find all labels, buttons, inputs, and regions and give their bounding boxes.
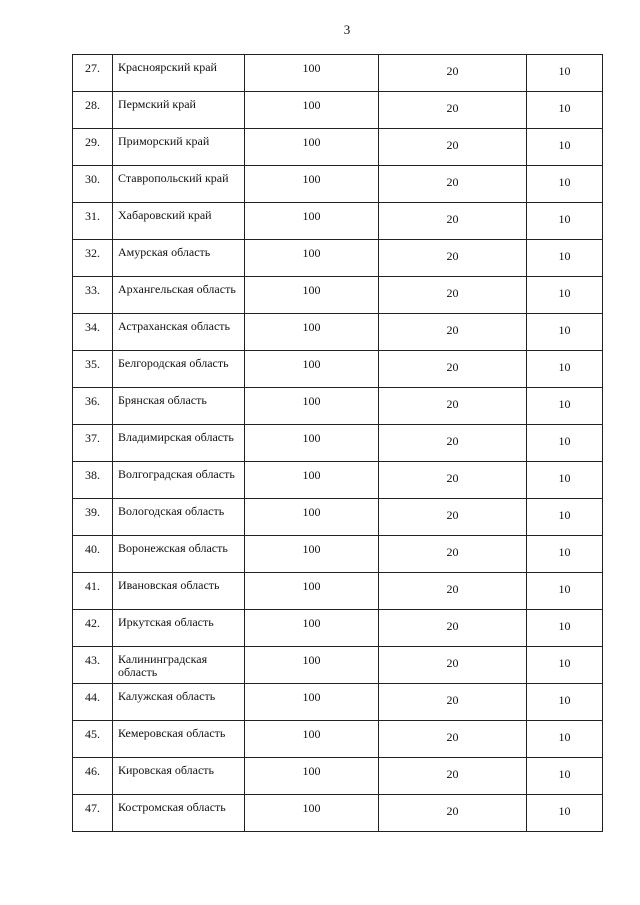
table-row (73, 795, 603, 832)
value-cell-1: 100 (245, 647, 379, 684)
value-cell-1: 100 (245, 758, 379, 795)
table-row (73, 240, 603, 277)
table-row (73, 203, 603, 240)
row-number-cell: 31. (73, 203, 113, 240)
value-cell-3: 10 (527, 721, 603, 758)
row-number-cell: 28. (73, 92, 113, 129)
table-row (73, 425, 603, 462)
regions-table (72, 54, 603, 832)
value-cell-1: 100 (245, 203, 379, 240)
value-cell-3: 10 (527, 55, 603, 92)
value-cell-3: 10 (527, 610, 603, 647)
value-cell-1: 100 (245, 425, 379, 462)
value-cell-2: 20 (379, 203, 527, 240)
value-cell-1: 100 (245, 388, 379, 425)
region-name-cell: Пермский край (113, 92, 245, 129)
value-cell-1: 100 (245, 721, 379, 758)
value-cell-2: 20 (379, 388, 527, 425)
value-cell-2: 20 (379, 240, 527, 277)
value-cell-3: 10 (527, 758, 603, 795)
value-cell-3: 10 (527, 425, 603, 462)
value-cell-2: 20 (379, 351, 527, 388)
row-number-cell: 43. (73, 647, 113, 684)
row-number-cell: 33. (73, 277, 113, 314)
table-row (73, 92, 603, 129)
value-cell-3: 10 (527, 795, 603, 832)
row-number-cell: 44. (73, 684, 113, 721)
value-cell-1: 100 (245, 573, 379, 610)
table-row (73, 684, 603, 721)
value-cell-1: 100 (245, 684, 379, 721)
value-cell-3: 10 (527, 499, 603, 536)
region-name-cell: Кировская область (113, 758, 245, 795)
value-cell-1: 100 (245, 55, 379, 92)
value-cell-1: 100 (245, 166, 379, 203)
region-name-cell: Амурская область (113, 240, 245, 277)
value-cell-3: 10 (527, 573, 603, 610)
value-cell-1: 100 (245, 129, 379, 166)
row-number-cell: 45. (73, 721, 113, 758)
value-cell-2: 20 (379, 55, 527, 92)
value-cell-2: 20 (379, 684, 527, 721)
value-cell-2: 20 (379, 314, 527, 351)
value-cell-3: 10 (527, 536, 603, 573)
table-row (73, 499, 603, 536)
region-name-cell: Красноярский край (113, 55, 245, 92)
value-cell-1: 100 (245, 92, 379, 129)
value-cell-2: 20 (379, 129, 527, 166)
value-cell-1: 100 (245, 610, 379, 647)
row-number-cell: 27. (73, 55, 113, 92)
table-row (73, 462, 603, 499)
value-cell-3: 10 (527, 684, 603, 721)
row-number-cell: 29. (73, 129, 113, 166)
value-cell-3: 10 (527, 462, 603, 499)
value-cell-2: 20 (379, 758, 527, 795)
row-number-cell: 32. (73, 240, 113, 277)
value-cell-1: 100 (245, 277, 379, 314)
table-row (73, 536, 603, 573)
row-number-cell: 46. (73, 758, 113, 795)
region-name-cell: Калужская область (113, 684, 245, 721)
value-cell-3: 10 (527, 92, 603, 129)
row-number-cell: 42. (73, 610, 113, 647)
value-cell-2: 20 (379, 610, 527, 647)
table-row (73, 129, 603, 166)
value-cell-3: 10 (527, 647, 603, 684)
table-row (73, 573, 603, 610)
region-name-cell: Вологодская область (113, 499, 245, 536)
value-cell-2: 20 (379, 92, 527, 129)
region-name-cell: Белгородская область (113, 351, 245, 388)
value-cell-2: 20 (379, 499, 527, 536)
row-number-cell: 37. (73, 425, 113, 462)
value-cell-2: 20 (379, 536, 527, 573)
table-row (73, 758, 603, 795)
table-row (73, 610, 603, 647)
value-cell-2: 20 (379, 647, 527, 684)
regions-table-body (73, 55, 603, 832)
value-cell-3: 10 (527, 129, 603, 166)
region-name-cell: Воронежская область (113, 536, 245, 573)
region-name-cell: Брянская область (113, 388, 245, 425)
value-cell-1: 100 (245, 240, 379, 277)
value-cell-3: 10 (527, 314, 603, 351)
table-row (73, 166, 603, 203)
region-name-cell: Калининградская область (113, 647, 245, 684)
region-name-cell: Астраханская область (113, 314, 245, 351)
value-cell-2: 20 (379, 462, 527, 499)
region-name-cell: Владимирская область (113, 425, 245, 462)
page-number: 3 (343, 22, 351, 37)
value-cell-3: 10 (527, 203, 603, 240)
row-number-cell: 36. (73, 388, 113, 425)
row-number-cell: 39. (73, 499, 113, 536)
table-row (73, 721, 603, 758)
region-name-cell: Ставропольский край (113, 166, 245, 203)
row-number-cell: 47. (73, 795, 113, 832)
region-name-cell: Костромская область (113, 795, 245, 832)
region-name-cell: Архангельская область (113, 277, 245, 314)
row-number-cell: 34. (73, 314, 113, 351)
region-name-cell: Приморский край (113, 129, 245, 166)
row-number-cell: 35. (73, 351, 113, 388)
value-cell-2: 20 (379, 573, 527, 610)
row-number-cell: 30. (73, 166, 113, 203)
value-cell-3: 10 (527, 388, 603, 425)
value-cell-1: 100 (245, 351, 379, 388)
region-name-cell: Хабаровский край (113, 203, 245, 240)
table-row (73, 277, 603, 314)
table-row (73, 647, 603, 684)
value-cell-2: 20 (379, 166, 527, 203)
value-cell-1: 100 (245, 795, 379, 832)
region-name-cell: Волгоградская область (113, 462, 245, 499)
value-cell-3: 10 (527, 277, 603, 314)
value-cell-1: 100 (245, 499, 379, 536)
value-cell-1: 100 (245, 462, 379, 499)
value-cell-1: 100 (245, 536, 379, 573)
value-cell-2: 20 (379, 721, 527, 758)
value-cell-2: 20 (379, 795, 527, 832)
row-number-cell: 41. (73, 573, 113, 610)
table-row (73, 388, 603, 425)
table-row (73, 55, 603, 92)
table-row (73, 314, 603, 351)
region-name-cell: Ивановская область (113, 573, 245, 610)
row-number-cell: 38. (73, 462, 113, 499)
region-name-cell: Иркутская область (113, 610, 245, 647)
value-cell-2: 20 (379, 425, 527, 462)
value-cell-2: 20 (379, 277, 527, 314)
table-row (73, 351, 603, 388)
region-name-cell: Кемеровская область (113, 721, 245, 758)
value-cell-1: 100 (245, 314, 379, 351)
value-cell-3: 10 (527, 351, 603, 388)
value-cell-3: 10 (527, 166, 603, 203)
value-cell-3: 10 (527, 240, 603, 277)
row-number-cell: 40. (73, 536, 113, 573)
